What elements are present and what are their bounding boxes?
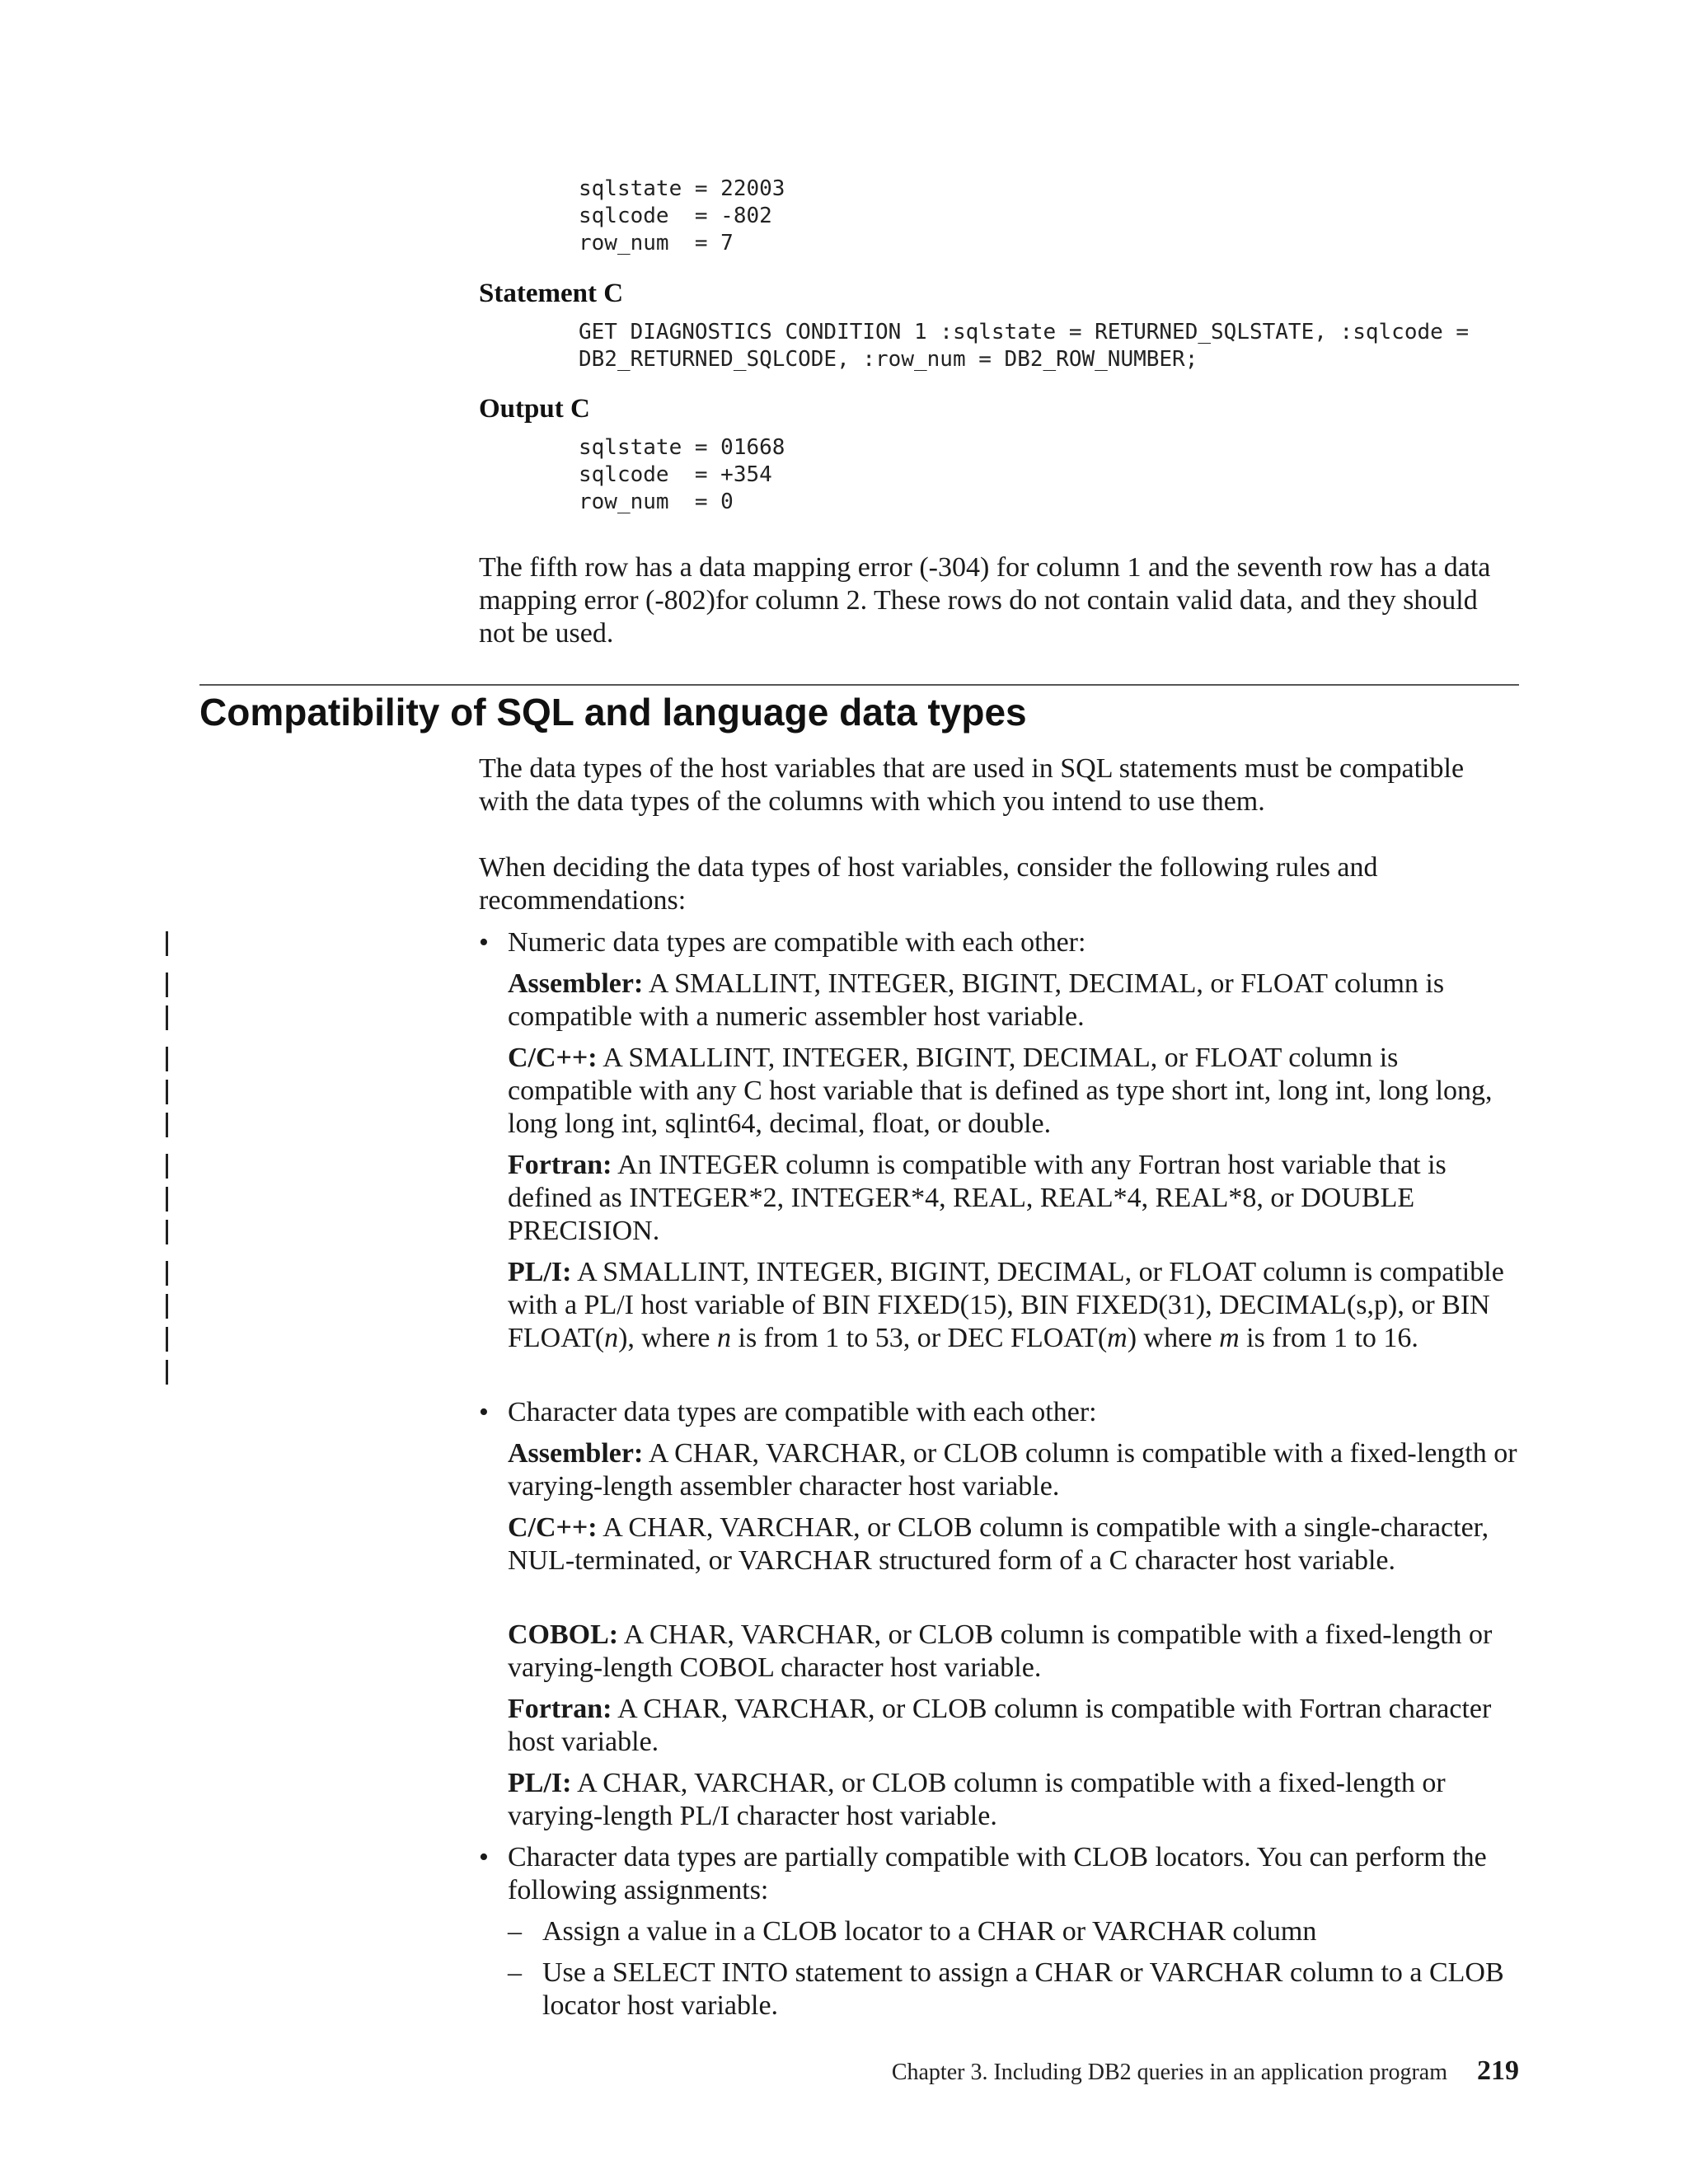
character-pli xyxy=(508,1767,1519,1833)
rule-text: A CHAR, VARCHAR, or CLOB column is compatible with a fixed-length or varying-length PL/I character host variable. xyxy=(508,1768,1446,1831)
change-bar xyxy=(166,1005,168,1030)
rule-text: A SMALLINT, INTEGER, BIGINT, DECIMAL, or FLOAT column is compatible with a numeric assembler host variable. xyxy=(508,968,1445,1032)
clob-item xyxy=(508,1915,1519,1948)
rule-text: is from 1 to 53, or DEC FLOAT( xyxy=(731,1323,1108,1353)
numeric-pli xyxy=(508,1256,1519,1355)
language-label: COBOL: xyxy=(508,1619,619,1650)
list-item-clob xyxy=(479,1841,1519,1907)
variable-n: n xyxy=(717,1323,731,1353)
footer-chapter-title: Chapter 3. Including DB2 queries in an application program xyxy=(891,2060,1447,2085)
character-fortran xyxy=(508,1693,1519,1759)
bullet-mark: • xyxy=(479,1397,489,1427)
clob-item-text: Assign a value in a CLOB locator to a CHAR or VARCHAR column xyxy=(542,1916,1317,1947)
rule-text: is from 1 to 16. xyxy=(1239,1323,1418,1353)
clob-item-text: Use a SELECT INTO statement to assign a CHAR or VARCHAR column to a CLOB locator host variable. xyxy=(542,1957,1504,2021)
code-line: GET DIAGNOSTICS CONDITION 1 :sqlstate = RETURNED_SQLSTATE, :sqlcode = xyxy=(579,320,1470,344)
change-bar xyxy=(166,1327,168,1352)
code-line: sqlstate = 01668 xyxy=(579,435,785,460)
code-line: DB2_RETURNED_SQLCODE, :row_num = DB2_ROW_NUMBER; xyxy=(579,347,1198,372)
rule-text: A CHAR, VARCHAR, or CLOB column is compatible with a fixed-length or varying-length assembler character host variable. xyxy=(508,1438,1517,1502)
change-bar xyxy=(166,931,168,956)
change-bar xyxy=(166,1047,168,1071)
list-item-numeric xyxy=(479,926,1519,959)
language-label: C/C++: xyxy=(508,1043,598,1073)
dash-mark: – xyxy=(508,1916,522,1947)
language-label: PL/I: xyxy=(508,1257,572,1287)
output-b-code xyxy=(579,176,785,257)
code-line: sqlcode = -802 xyxy=(579,204,772,228)
list-item-character xyxy=(479,1396,1519,1429)
character-c xyxy=(508,1511,1519,1577)
bullet-mark: • xyxy=(479,1842,489,1872)
output-c-label: Output C xyxy=(479,394,590,424)
numeric-assembler xyxy=(508,968,1519,1033)
list-item-text: Numeric data types are compatible with each other: xyxy=(508,927,1086,958)
rule-text: A CHAR, VARCHAR, or CLOB column is compatible with a single-character, NUL-terminated, or VARCHAR structured form of a C character host variable. xyxy=(508,1512,1489,1576)
language-label: C/C++: xyxy=(508,1512,598,1543)
character-cobol xyxy=(508,1619,1519,1685)
code-line: sqlstate = 22003 xyxy=(579,176,785,201)
statement-c-code xyxy=(579,319,1469,373)
rule-text: A CHAR, VARCHAR, or CLOB column is compatible with Fortran character host variable. xyxy=(508,1694,1492,1757)
code-line: row_num = 0 xyxy=(579,490,734,514)
rule-text: ), where xyxy=(618,1323,717,1353)
change-bar xyxy=(166,1294,168,1319)
code-line: row_num = 7 xyxy=(579,231,734,255)
variable-m: m xyxy=(1107,1323,1128,1353)
numeric-fortran xyxy=(508,1149,1519,1248)
rule-text: ) where xyxy=(1127,1323,1220,1353)
change-bar xyxy=(166,1080,168,1104)
statement-c-label: Statement C xyxy=(479,279,624,308)
clob-item xyxy=(508,1957,1519,2022)
page-number: 219 xyxy=(1477,2055,1519,2086)
variable-m: m xyxy=(1219,1323,1240,1353)
change-bar xyxy=(166,1261,168,1286)
intro-paragraph-1: The data types of the host variables that are used in SQL statements must be compatible with the data types of the columns with which you intend to use them. xyxy=(479,753,1465,817)
change-bar xyxy=(166,1360,168,1385)
change-bar xyxy=(166,972,168,997)
section-heading: Compatibility of SQL and language data types xyxy=(199,691,1027,733)
change-bar xyxy=(166,1220,168,1244)
numeric-c xyxy=(508,1042,1519,1141)
list-item-text: Character data types are partially compatible with CLOB locators. You can perform the following assignments: xyxy=(508,1842,1487,1905)
summary-paragraph: The fifth row has a data mapping error (-304) for column 1 and the seventh row has a data mapping error (-802)for column 2. These rows do not contain valid data, and they should not be used. xyxy=(479,552,1491,649)
rule-text: A SMALLINT, INTEGER, BIGINT, DECIMAL, or FLOAT column is compatible with a PL/I host variable of BIN FIXED(15), BIN FIXED(31), DECIMAL(s,p), or BIN FLOAT( xyxy=(508,1257,1504,1353)
language-label: Fortran: xyxy=(508,1150,612,1180)
rule-text: A CHAR, VARCHAR, or CLOB column is compatible with a fixed-length or varying-length COBOL character host variable. xyxy=(508,1619,1493,1683)
change-bar xyxy=(166,1154,168,1179)
section-divider xyxy=(199,684,1519,686)
language-label: Assembler: xyxy=(508,1438,644,1469)
variable-n: n xyxy=(604,1323,619,1353)
rule-text: An INTEGER column is compatible with any Fortran host variable that is defined as INTEGER*2, INTEGER*4, REAL, REAL*4, REAL*8, or DOUBLE PRECISION. xyxy=(508,1150,1447,1246)
language-label: Assembler: xyxy=(508,968,644,999)
bullet-mark: • xyxy=(479,927,489,958)
list-item-text: Character data types are compatible with each other: xyxy=(508,1397,1097,1427)
intro-paragraph-2: When deciding the data types of host variables, consider the following rules and recommendations: xyxy=(479,852,1378,916)
change-bar xyxy=(166,1187,168,1212)
language-label: Fortran: xyxy=(508,1694,612,1724)
page-footer xyxy=(0,2055,1519,2087)
code-line: sqlcode = +354 xyxy=(579,462,772,487)
language-label: PL/I: xyxy=(508,1768,572,1798)
character-assembler xyxy=(508,1437,1519,1503)
rule-text: A SMALLINT, INTEGER, BIGINT, DECIMAL, or FLOAT column is compatible with any C host variable that is defined as type short int, long int, long long, long long int, sqlint64, decimal, float, or double. xyxy=(508,1043,1493,1139)
change-bar xyxy=(166,1113,168,1137)
output-c-code xyxy=(579,434,785,516)
dash-mark: – xyxy=(508,1957,522,1988)
